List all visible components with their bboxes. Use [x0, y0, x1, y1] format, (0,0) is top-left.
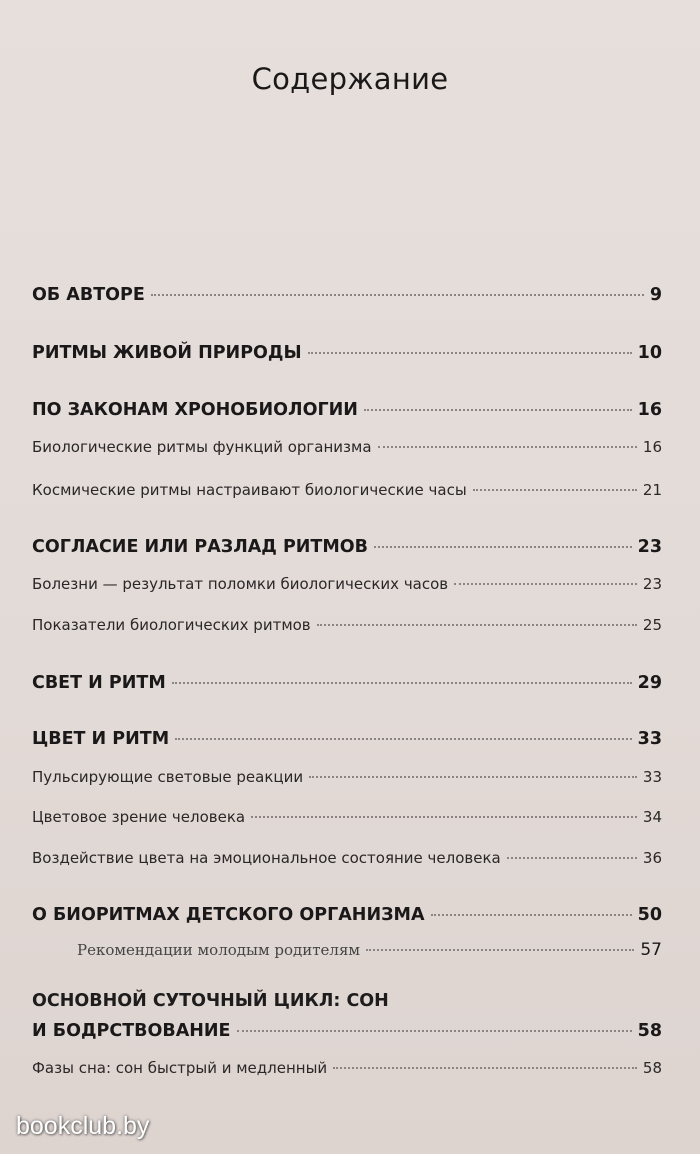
toc-entry-biological-rhythms[interactable] — [32, 438, 662, 456]
toc-entry-title: РИТМЫ ЖИВОЙ ПРИРОДЫ — [32, 343, 302, 363]
dot-leader — [333, 1067, 637, 1069]
dot-leader — [431, 914, 632, 916]
watermark: bookclub.by — [16, 1112, 150, 1140]
dot-leader — [151, 294, 644, 296]
toc-entry-title: СОГЛАСИЕ ИЛИ РАЗЛАД РИТМОВ — [32, 537, 369, 557]
dot-leader — [364, 409, 632, 411]
toc-entry-title: ОБ АВТОРЕ — [32, 285, 145, 305]
toc-entry-page: 16 — [637, 400, 662, 420]
toc-entry-page: 57 — [640, 940, 662, 960]
toc-entry-title: Фазы сна: сон быстрый и медленный — [32, 1059, 328, 1077]
dot-leader — [366, 949, 634, 951]
toc-entry-sleep-phases[interactable] — [32, 1059, 662, 1077]
toc-entry-page: 33 — [637, 729, 662, 749]
toc-entry-parent-recommendations[interactable] — [32, 940, 662, 960]
toc-entry-page: 23 — [637, 537, 662, 557]
toc-entry-title: Болезни — результат поломки биологических часов — [32, 575, 449, 593]
toc-entry-color-and-rhythm[interactable] — [32, 729, 662, 749]
toc-entry-title: ЦВЕТ И РИТМ — [32, 729, 170, 749]
dot-leader — [317, 624, 637, 626]
dot-leader — [251, 816, 637, 818]
toc-entry-page: 58 — [637, 1021, 662, 1041]
toc-entry-page: 50 — [637, 905, 662, 925]
toc-entry-page: 16 — [642, 438, 662, 456]
toc-entry-title: Цветовое зрение человека — [32, 808, 246, 826]
toc-entry-about-author[interactable] — [32, 285, 662, 305]
toc-entry-harmony-or-discord[interactable] — [32, 537, 662, 557]
dot-leader — [473, 489, 637, 491]
toc-entry-chronobiology[interactable] — [32, 400, 662, 420]
toc-entry-title-line1[interactable]: ОСНОВНОЙ СУТОЧНЫЙ ЦИКЛ: СОН — [32, 991, 389, 1011]
toc-entry-page: 10 — [637, 343, 662, 363]
toc-entry-page: 25 — [642, 616, 662, 634]
toc-entry-title-line2: И БОДРСТВОВАНИЕ — [32, 1021, 231, 1041]
dot-leader — [175, 738, 632, 740]
toc-entry-page: 23 — [642, 575, 662, 593]
toc-entry-title: ПО ЗАКОНАМ ХРОНОБИОЛОГИИ — [32, 400, 358, 420]
dot-leader — [374, 546, 632, 548]
toc-entry-title: СВЕТ И РИТМ — [32, 673, 166, 693]
toc-entry-page: 29 — [637, 673, 662, 693]
dot-leader — [172, 682, 632, 684]
toc-entry-title: Показатели биологических ритмов — [32, 616, 311, 634]
toc-entry-child-biorhythms[interactable] — [32, 905, 662, 925]
dot-leader — [237, 1030, 632, 1032]
toc-entry-diseases[interactable] — [32, 575, 662, 593]
toc-entry-page: 33 — [642, 768, 662, 786]
toc-entry-page: 34 — [642, 808, 662, 826]
toc-entry-page: 36 — [642, 849, 662, 867]
page-title: Содержание — [251, 62, 449, 96]
toc-entry-color-vision[interactable] — [32, 808, 662, 826]
dot-leader — [507, 857, 637, 859]
toc-entry-page: 21 — [642, 481, 662, 499]
toc-entry-page: 9 — [649, 285, 662, 305]
toc-entry-rhythm-indicators[interactable] — [32, 616, 662, 634]
toc-entry-color-emotions[interactable] — [32, 849, 662, 867]
toc-entry-sleep-cycle[interactable] — [32, 1021, 662, 1041]
dot-leader — [309, 776, 637, 778]
dot-leader — [308, 352, 632, 354]
toc-entry-rhythms-of-nature[interactable] — [32, 343, 662, 363]
toc-entry-title: Рекомендации молодым родителям — [77, 941, 361, 959]
dot-leader — [454, 583, 637, 585]
toc-entry-title: Космические ритмы настраивают биологические часы — [32, 481, 467, 499]
toc-entry-cosmic-rhythms[interactable] — [32, 481, 662, 499]
toc-entry-light-and-rhythm[interactable] — [32, 673, 662, 693]
dot-leader — [378, 446, 637, 448]
toc-entry-title: Биологические ритмы функций организма — [32, 438, 372, 456]
toc-entry-title: Пульсирующие световые реакции — [32, 768, 304, 786]
toc-entry-pulsing-reactions[interactable] — [32, 768, 662, 786]
toc-entry-page: 58 — [642, 1059, 662, 1077]
toc-entry-title: О БИОРИТМАХ ДЕТСКОГО ОРГАНИЗМА — [32, 905, 425, 925]
toc-entry-title: Воздействие цвета на эмоциональное состояние человека — [32, 849, 501, 867]
